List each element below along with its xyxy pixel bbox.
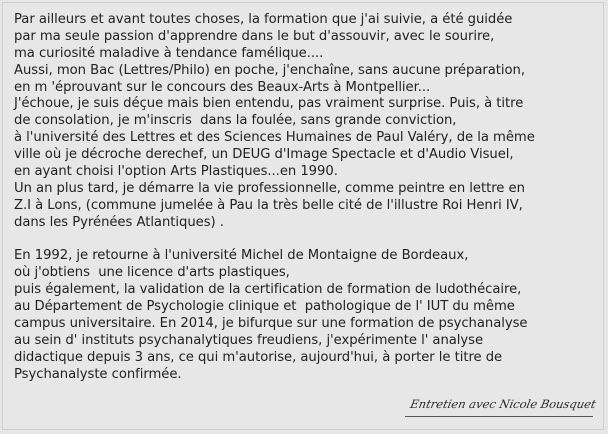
text-line: en m 'éprouvant sur le concours des Beaux-Arts à Montpellier... (14, 79, 431, 95)
signature-underline (405, 416, 593, 417)
text-line: didactique depuis 3 ans, ce qui m'autorise, aujourd'hui, à porter le titre de (14, 349, 503, 365)
text-line: ville où je décroche derechef, un DEUG d'Image Spectacle et d'Audio Visuel, (14, 147, 514, 163)
text-line: Z.I à Lons, (commune jumelée à Pau la très belle cité de l'illustre Roi Henri IV, (14, 197, 523, 213)
text-line: au Département de Psychologie clinique et pathologique de l' IUT du même (14, 299, 515, 315)
text-line: Aussi, mon Bac (Lettres/Philo) en poche, j'enchaîne, sans aucune préparation, (14, 62, 525, 78)
text-line: où j'obtiens une licence d'arts plastiques, (14, 265, 290, 281)
text-line: au sein d' instituts psychanalytiques freudiens, j'expérimente l' analyse (14, 332, 484, 348)
biography-text (14, 12, 604, 384)
text-line: à l'université des Lettres et des Sciences Humaines de Paul Valéry, de la même (14, 130, 535, 146)
text-line: J'échoue, je suis déçue mais bien entendu, pas vraiment surprise. Puis, à titre (14, 96, 524, 112)
text-line: En 1992, je retourne à l'université Michel de Montaigne de Bordeaux, (14, 248, 469, 264)
paragraph-gap (14, 232, 604, 249)
text-line: puis également, la validation de la certification de formation de ludothécaire, (14, 282, 522, 298)
text-line: Par ailleurs et avant toutes choses, la formation que j'ai suivie, a été guidée (14, 12, 513, 27)
document-card (2, 2, 604, 430)
signature (405, 394, 598, 420)
text-line: par ma seule passion d'apprendre dans le but d'assouvir, avec le sourire, (14, 28, 495, 44)
text-line: ma curiosité maladive à tendance famélique.... (14, 45, 324, 61)
text-line: Un an plus tard, je démarre la vie professionnelle, comme peintre en lettre en (14, 180, 525, 196)
text-line: dans les Pyrénées Atlantiques) . (14, 214, 224, 230)
text-line: de consolation, je m'inscris dans la foulée, sans grande conviction, (14, 113, 457, 129)
text-line: campus universitaire. En 2014, je bifurque sur une formation de psychanalyse (14, 316, 528, 332)
signature-text: Entretien avec Nicole Bousquet (409, 397, 598, 411)
text-line: Psychanalyste confirmée. (14, 366, 182, 382)
text-line: en ayant choisi l'option Arts Plastiques...en 1990. (14, 164, 338, 180)
